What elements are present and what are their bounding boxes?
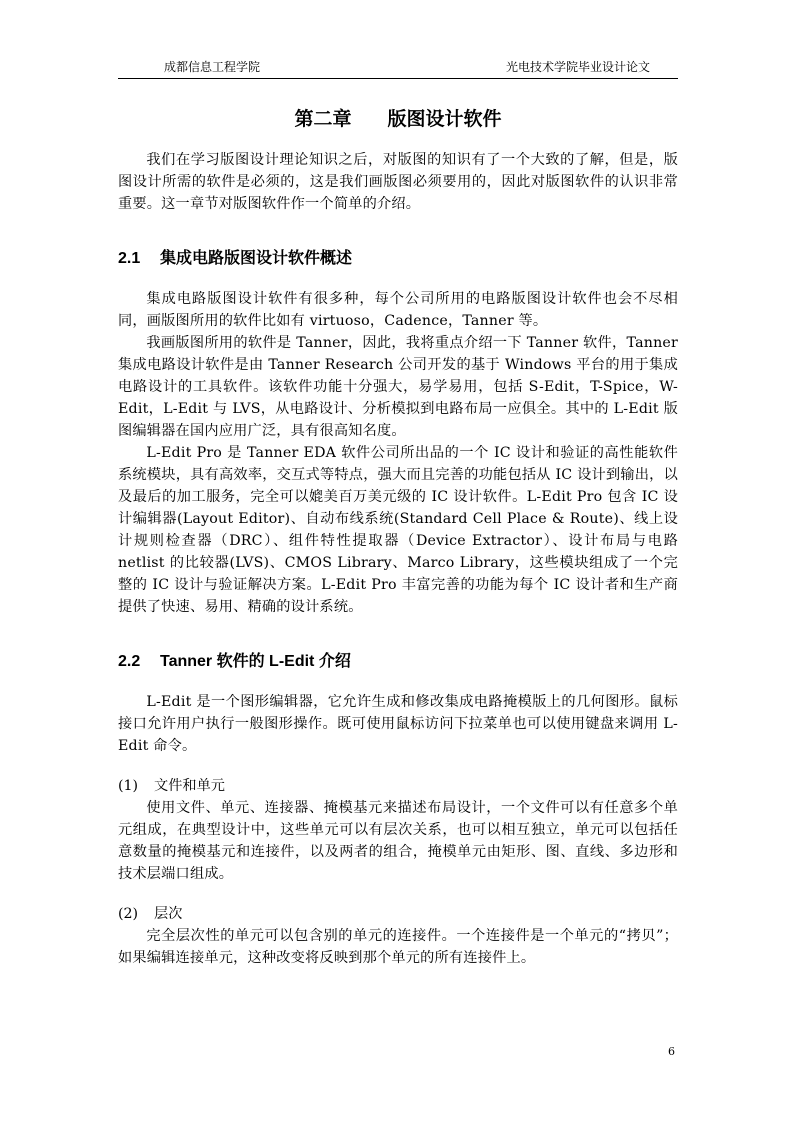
subsection1-paragraph: 使用文件、单元、连接器、掩模基元来描述布局设计，一个文件可以有任意多个单元组成，在典型设计中，这些单元可以有层次关系，也可以相互独立，单元可以包括任意数量的掩模基元和连接件，以及两者的组合，掩模单元由矩形、图、直线、多边形和技术层端口组成。 (118, 800, 678, 882)
chapter-heading (118, 104, 678, 131)
section-title: 集成电路版图设计软件概述 (160, 248, 353, 267)
section-title: Tanner 软件的 L-Edit 介绍 (160, 653, 351, 670)
subsection-number: (2) (118, 906, 139, 922)
header-school: 成都信息工程学院 (164, 60, 261, 74)
subsection-title: 层次 (154, 906, 183, 922)
section-number: 2.1 (118, 250, 141, 267)
subsection-heading-1 (118, 775, 678, 797)
section1-paragraph-2: 我画版图所用的软件是 Tanner，因此，我将重点介绍一下 Tanner 软件，Tanner 集成电路设计软件是由 Tanner Research 公司开发的基于 Windows 平台的用于集成电路设计的工具软件。该软件功能十分强大，易学易用，包括 S-Edit，T-Spice，W-Edit，L-Edit 与 LVS，从电路设计、分析模拟到电路布局一应俱全。其中的 L-Edit 版图编辑器在国内应用广泛，具有很高知名度。 (118, 335, 678, 439)
intro-paragraph: 我们在学习版图设计理论知识之后，对版图的知识有了一个大致的了解，但是，版图设计所需的软件是必须的，这是我们画版图必须要用的，因此对版图软件的认识非常重要。这一章节对版图软件作一个简单的介绍。 (118, 152, 678, 212)
header-thesis-title: 光电技术学院毕业设计论文 (505, 60, 650, 74)
section1-paragraph-1: 集成电路版图设计软件有很多种，每个公司所用的电路版图设计软件也会不尽相同，画版图所用的软件比如有 virtuoso，Cadence，Tanner 等。 (118, 291, 678, 329)
chapter-title: 版图设计软件 (387, 108, 502, 130)
section1-paragraph-3: L-Edit Pro 是 Tanner EDA 软件公司所出品的一个 IC 设计和验证的高性能软件系统模块，具有高效率，交互式等特点，强大而且完善的功能包括从 IC 设计到输出，以及最后的加工服务，完全可以媲美百万美元级的 IC 设计软件。L-Edit Pro 包含 IC 设计编辑器(Layout Editor)、自动布线系统(Standard Cell Place & Route)、线上设计规则检查器（DRC）、组件特性提取器（Device Extractor）、设计布局与电路 netlist 的比较器(LVS)、CMOS Library、Marco Library，这些模块组成了一个完整的 IC 设计与验证解决方案。L-Edit Pro 丰富完善的功能为每个 IC 设计者和生产商提供了快速、易用、精确的设计系统。 (118, 445, 678, 615)
page-header (118, 56, 678, 79)
subsection-heading-2 (118, 903, 678, 925)
subsection-title: 文件和单元 (154, 778, 225, 794)
section-heading-2-2 (118, 648, 678, 671)
page-content (118, 100, 678, 969)
section-heading-2-1 (118, 245, 678, 268)
chapter-number: 第二章 (294, 108, 352, 130)
page-number: 6 (668, 1045, 675, 1058)
section2-paragraph-1: L-Edit 是一个图形编辑器，它允许生成和修改集成电路掩模版上的几何图形。鼠标接口允许用户执行一般图形操作。既可使用鼠标访问下拉菜单也可以使用键盘来调用 L-Edit 命令。 (118, 694, 678, 754)
subsection2-paragraph: 完全层次性的单元可以包含别的单元的连接件。一个连接件是一个单元的“拷贝”；如果编辑连接单元，这种改变将反映到那个单元的所有连接件上。 (118, 928, 678, 966)
section-number: 2.2 (118, 653, 141, 670)
subsection-number: (1) (118, 778, 139, 794)
